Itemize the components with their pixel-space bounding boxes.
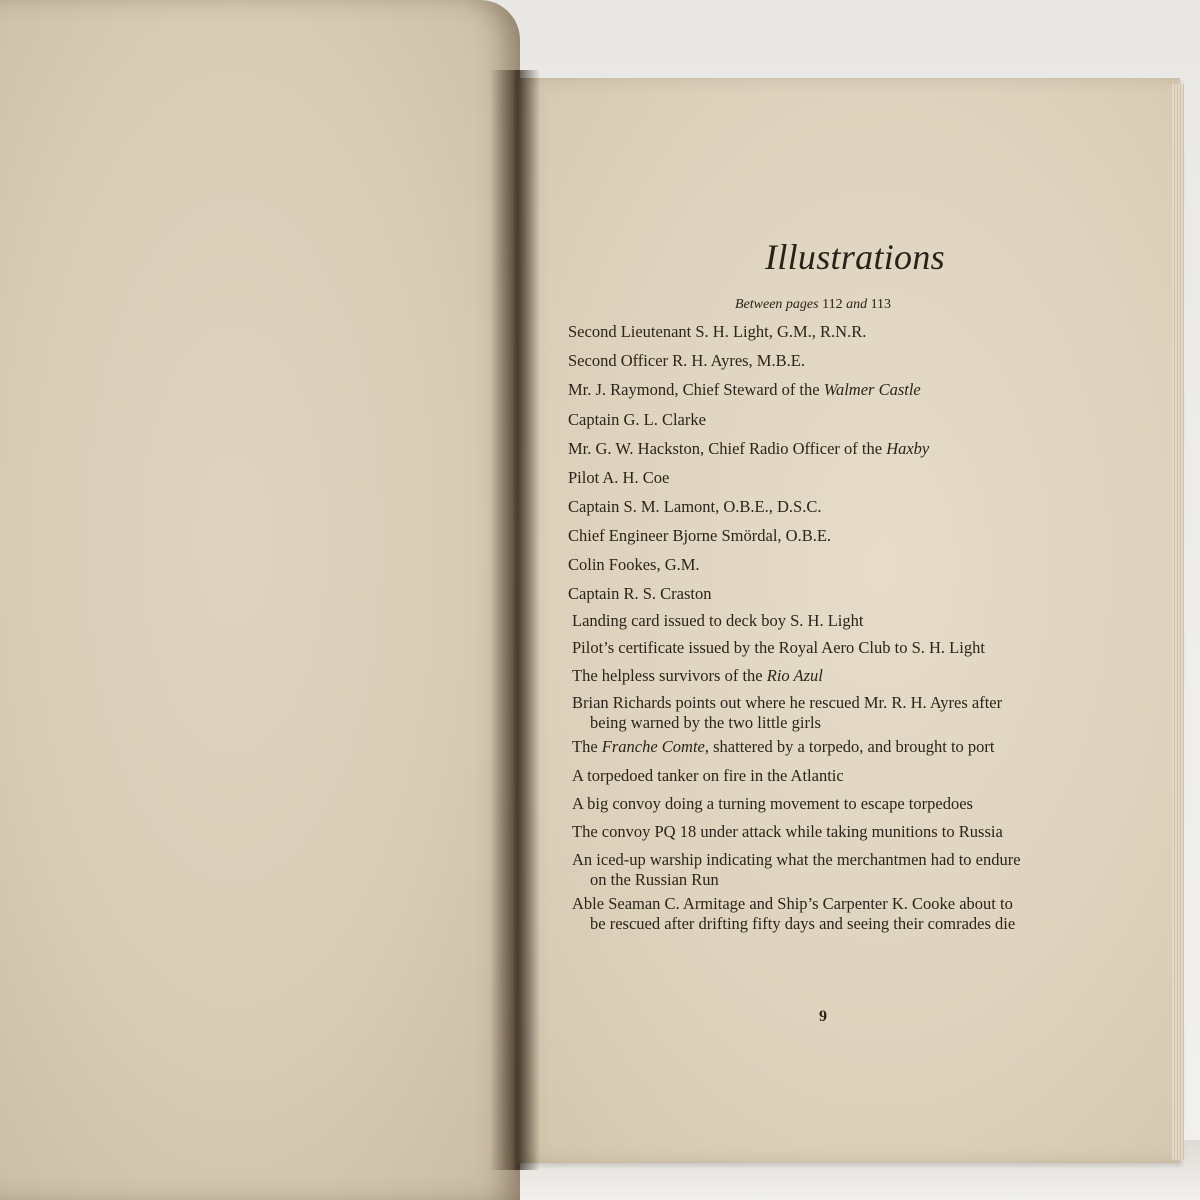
illustration-entry-text xyxy=(572,850,1021,870)
illustration-entry-text xyxy=(568,322,866,342)
book-gutter xyxy=(490,70,540,1170)
illustration-entry xyxy=(572,850,1021,890)
illustration-entry-text xyxy=(572,894,1015,914)
illustration-entry xyxy=(568,497,821,517)
illustration-entry-continuation: being warned by the two little girls xyxy=(590,713,821,732)
illustration-entry xyxy=(568,526,831,546)
illustration-entry xyxy=(572,822,1003,842)
entry-text: An iced-up warship indicating what the merchantmen had to endure xyxy=(572,850,1021,869)
entry-text: Brian Richards points out where he rescued Mr. R. H. Ayres after xyxy=(572,693,1003,712)
illustration-entry xyxy=(568,468,669,488)
entry-text: Pilot A. H. Coe xyxy=(568,468,670,487)
entry-text: The helpless survivors of the xyxy=(572,666,767,685)
entry-text: Chief Engineer Bjorne Smördal, O.B.E. xyxy=(568,526,832,545)
entry-text: The convoy PQ 18 under attack while taking munitions to Russia xyxy=(572,822,1003,841)
page-title: Illustrations xyxy=(765,237,945,277)
entry-text: , shattered by a torpedo, and brought to port xyxy=(704,737,995,756)
entry-text: Mr. J. Raymond, Chief Steward of the xyxy=(568,380,824,399)
page-edges xyxy=(1172,84,1184,1160)
entry-text: A big convoy doing a turning movement to escape torpedoes xyxy=(572,794,973,813)
ship-name: Franche Comte xyxy=(601,737,705,756)
page-range-conj: and xyxy=(846,297,868,312)
illustration-entry xyxy=(568,351,805,371)
page-range-lead: Between pages xyxy=(735,297,819,312)
entry-text: Captain S. M. Lamont, O.B.E., D.S.C. xyxy=(568,497,822,516)
page-range-first: 112 xyxy=(822,297,843,312)
illustration-entry xyxy=(572,693,1002,733)
entry-text: Captain R. S. Craston xyxy=(568,584,712,603)
illustration-entry xyxy=(572,794,973,814)
illustration-entry-text xyxy=(568,410,706,430)
illustration-entry-text xyxy=(572,822,1003,842)
illustration-entry xyxy=(568,584,711,604)
illustration-entry xyxy=(568,555,700,575)
entry-text: Second Lieutenant S. H. Light, G.M., R.N.R. xyxy=(568,322,867,341)
illustration-entry-text xyxy=(568,351,805,371)
entry-prefix: The xyxy=(572,737,602,756)
illustration-entry xyxy=(568,322,866,342)
ship-name: Rio Azul xyxy=(766,666,823,685)
illustration-entry-text xyxy=(572,638,985,658)
illustration-entry-text xyxy=(568,380,921,400)
page-range-note xyxy=(735,297,891,313)
entry-text: Colin Fookes, G.M. xyxy=(568,555,700,574)
illustration-entry-text xyxy=(572,766,844,786)
illustration-entry xyxy=(572,894,1015,934)
page-range-second: 113 xyxy=(870,297,892,312)
entry-text: Captain G. L. Clarke xyxy=(568,410,706,429)
illustration-entry-text xyxy=(572,794,973,814)
illustration-entry xyxy=(572,737,995,757)
illustration-entry-continuation: be rescued after drifting fifty days and seeing their comrades die xyxy=(590,914,1016,933)
illustration-entry-text xyxy=(572,693,1002,713)
illustration-entry xyxy=(572,766,844,786)
illustration-entry xyxy=(572,638,985,658)
illustration-entry-text xyxy=(568,526,831,546)
left-page xyxy=(0,0,520,1200)
illustration-entry xyxy=(568,439,929,459)
entry-text: Able Seaman C. Armitage and Ship’s Carpenter K. Cooke about to xyxy=(572,894,1013,913)
illustration-entry-text xyxy=(572,666,823,686)
illustration-entry-text xyxy=(568,497,821,517)
illustration-entry-continuation: on the Russian Run xyxy=(590,870,719,889)
entry-text: Mr. G. W. Hackston, Chief Radio Officer of the xyxy=(568,439,887,458)
page-number: 9 xyxy=(819,1008,827,1025)
illustration-entry-text xyxy=(568,439,929,459)
ship-name: Walmer Castle xyxy=(823,380,921,399)
entry-text: Landing card issued to deck boy S. H. Light xyxy=(572,611,864,630)
entry-text: Second Officer R. H. Ayres, M.B.E. xyxy=(568,351,805,370)
illustration-entry-text xyxy=(568,555,700,575)
illustration-entry-text xyxy=(568,468,669,488)
ship-name: Haxby xyxy=(886,439,930,458)
entry-text: Pilot’s certificate issued by the Royal Aero Club to S. H. Light xyxy=(572,638,985,657)
entry-text: A torpedoed tanker on fire in the Atlantic xyxy=(572,766,844,785)
illustration-entry xyxy=(572,666,823,686)
illustration-entry-text xyxy=(572,611,863,631)
illustration-entry xyxy=(568,410,706,430)
illustration-entry-text xyxy=(572,737,995,757)
illustration-entry xyxy=(572,611,863,631)
illustration-entry xyxy=(568,380,921,400)
illustration-entry-text xyxy=(568,584,711,604)
